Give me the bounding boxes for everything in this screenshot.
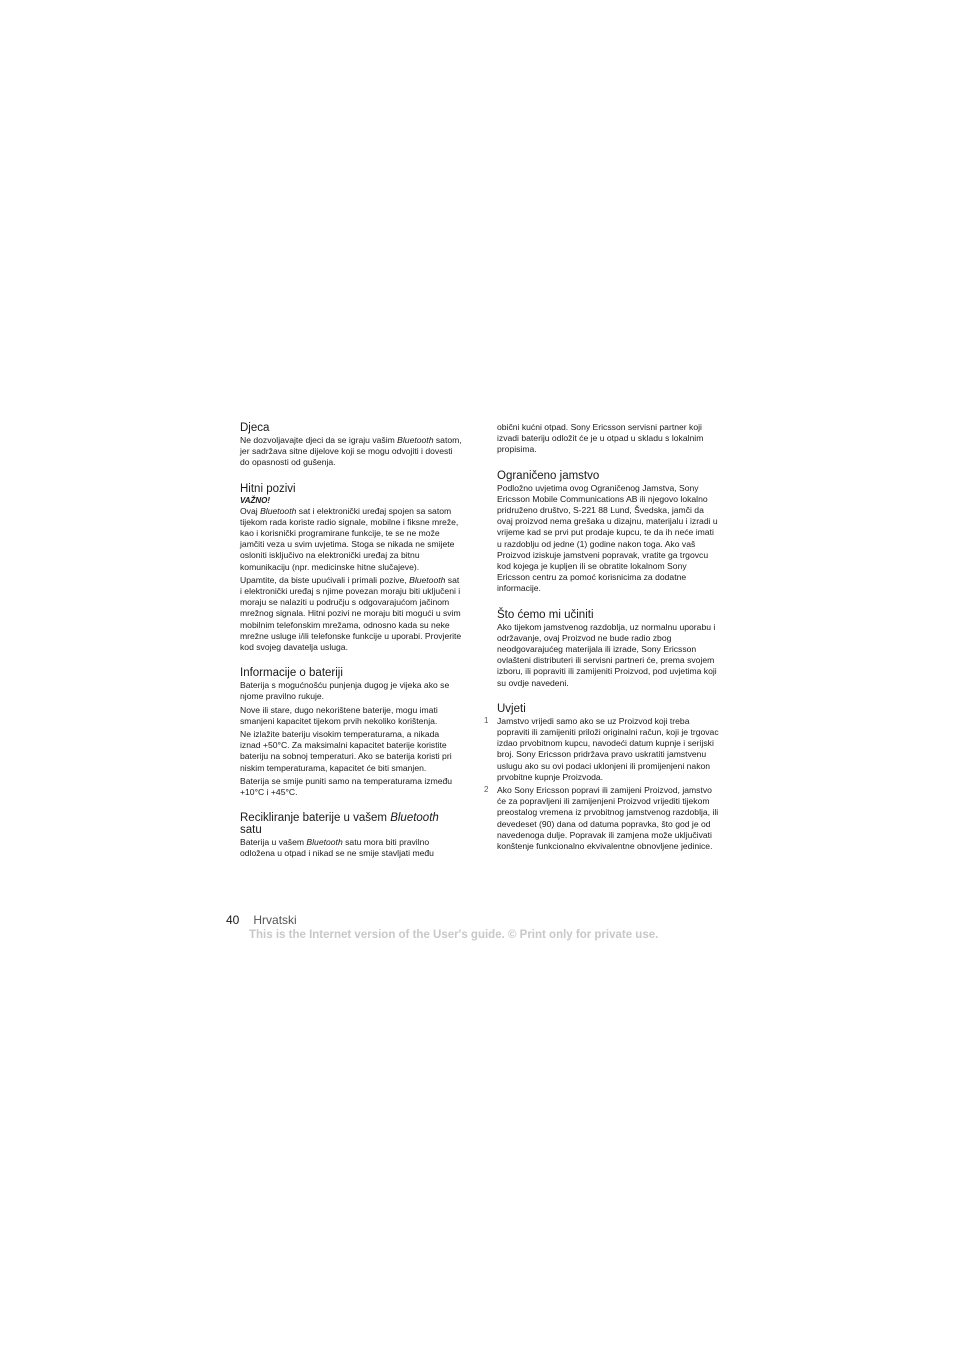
condition-number: 1 [484, 715, 489, 725]
left-column [240, 422, 462, 862]
paragraph-baterija-1: Baterija s mogućnošću punjenja dugog je vijeka ako se njome pravilno rukuje. [240, 680, 450, 702]
heading-baterija: Informacije o bateriji [240, 667, 343, 680]
internet-version-disclaimer: This is the Internet version of the User's guide. © Print only for private use. [249, 929, 659, 941]
paragraph-ograniceno: Podložno uvjetima ovog Ograničenog Jamstva, Sony Ericsson Mobile Communications AB ili njegovo lokalno pridruženo društvo, S-221 88 Lund, Švedska, jamči da ovaj proizvod nema grešaka u dizajnu, materijalu i izradi u vrijeme kad se prvi put prodaje kupcu, te da ih neće imati u razdoblju od jedne (1) godine nakon toga. Ako vaš Proizvod iziskuje jamstveni popravak, vratite ga trgovcu kod kojega je kupljen ili se obratite lokalnom Sony Ericsson centru za pomoć korisnicima za dodatne informacije. [497, 482, 718, 594]
heading-ograniceno-jamstvo: Ograničeno jamstvo [497, 469, 600, 482]
paragraph-djeca: Ne dozvoljavajte djeci da se igraju vašim Bluetooth satom, jer sadržava sitne dijelove koji se mogu odvojiti i dovesti do opasnosti od gušenja. [240, 435, 462, 468]
paragraph-sto: Ako tijekom jamstvenog razdoblja, uz normalnu uporabu i održavanje, ovaj Proizvod ne bude radio zbog neodgovarajućeg materijala ili izrade, Sony Ericsson ovlašteni distributeri ili servisni partneri će, prema svojem izboru, ili popraviti ili zamijeniti Proizvod, pod uvjetima koji su ovdje navedeni. [497, 621, 717, 688]
heading-djeca: Djeca [240, 422, 270, 434]
condition-text: Jamstvo vrijedi samo ako se uz Proizvod koji treba popraviti ili zamijeniti priloži originalni račun, koji je trgovac izdao prvobitnom kupcu, navodeći datum kupnje i serijski broj. Sony Ericsson pridržava pravo uskratiti jamstvenu uslugu ako su ovi podaci uklonjeni ili promijenjeni nakon prvobitne kupnje Proizvoda. [497, 715, 719, 782]
paragraph-baterija-4: Baterija se smije puniti samo na temperaturama između +10°C i +45°C. [240, 775, 453, 798]
paragraph-baterija-3: Ne izlažite bateriju visokim temperaturama, a nikada iznad +50°C. Za maksimalni kapacitet baterije koristite bateriju na sobnoj temperaturi. Ako se baterija koristi pri niskim temperaturama, kapacitet će biti smanjen. [240, 729, 452, 773]
section-name: Hrvatski [253, 913, 297, 927]
heading-sto-cemo-uciniti: Što ćemo mi učiniti [497, 608, 594, 621]
heading-uvjeti: Uvjeti [497, 702, 526, 715]
condition-item [484, 785, 719, 852]
important-label: VAŽNO! [240, 495, 271, 505]
right-column [484, 422, 719, 854]
condition-item [484, 715, 719, 783]
paragraph-baterija-2: Nove ili stare, dugo nekorištene baterije, mogu imati smanjeni kapacitet tijekom prvih nekoliko korištenja. [240, 704, 438, 726]
paragraph-recikliranje: Baterija u vašem Bluetooth satu mora biti pravilno odložena u otpad i nikad se ne smije stavljati među [240, 837, 434, 859]
page-footer [226, 913, 297, 927]
paragraph-hitni-2: Upamtite, da biste upućivali i primali pozive, Bluetooth sat i elektronički uređaj s njime povezan moraju biti uključeni i moraju se nalaziti u području s odgovarajućom jačinom mrežnog signala. Hitni pozivi ne moraju biti mogući u svim mobilnim telefonskim mrežama, odnosno kada su neke mrežne usluge i/ili telefonske funkcije u uporabi. Provjerite kod svojeg davatelja usluga. [240, 574, 462, 653]
condition-number: 2 [484, 785, 489, 795]
heading-recikliranje: Recikliranje baterije u vašem Bluetooth satu [240, 812, 439, 837]
heading-hitni-pozivi: Hitni pozivi [240, 482, 296, 495]
condition-text: Ako Sony Ericsson popravi ili zamijeni Proizvod, jamstvo će za popravljeni ili zamijenjeni Proizvod vrijediti tijekom preostalog vremena iz prvobitnog jamstvenog razdoblja, ili devedeset (90) dana od datuma popravka, što god je od navedenoga dulje. Popravak ili zamjena može uključivati konštenje funkcionalno ekvivalentne obnovljene jedinice. [497, 785, 719, 852]
paragraph-hitni-1: Ovaj Bluetooth sat i elektronički uređaj spojen sa satom tijekom rada koriste radio signale, mobilne i fiksne mreže, kao i korisnički programirane funkcije, te se ne može jamčiti veza u svim uvjetima. Stoga se nikada ne smijete osloniti isključivo na elektronički uređaj za bitnu komunikaciju (npr. medicinske hitne slučajeve). [240, 505, 459, 572]
paragraph-continuation: obični kućni otpad. Sony Ericsson servisni partner koji izvadi bateriju odložit će je u otpad u skladu s lokalnim propisima. [497, 422, 704, 455]
page-number: 40 [226, 913, 240, 927]
